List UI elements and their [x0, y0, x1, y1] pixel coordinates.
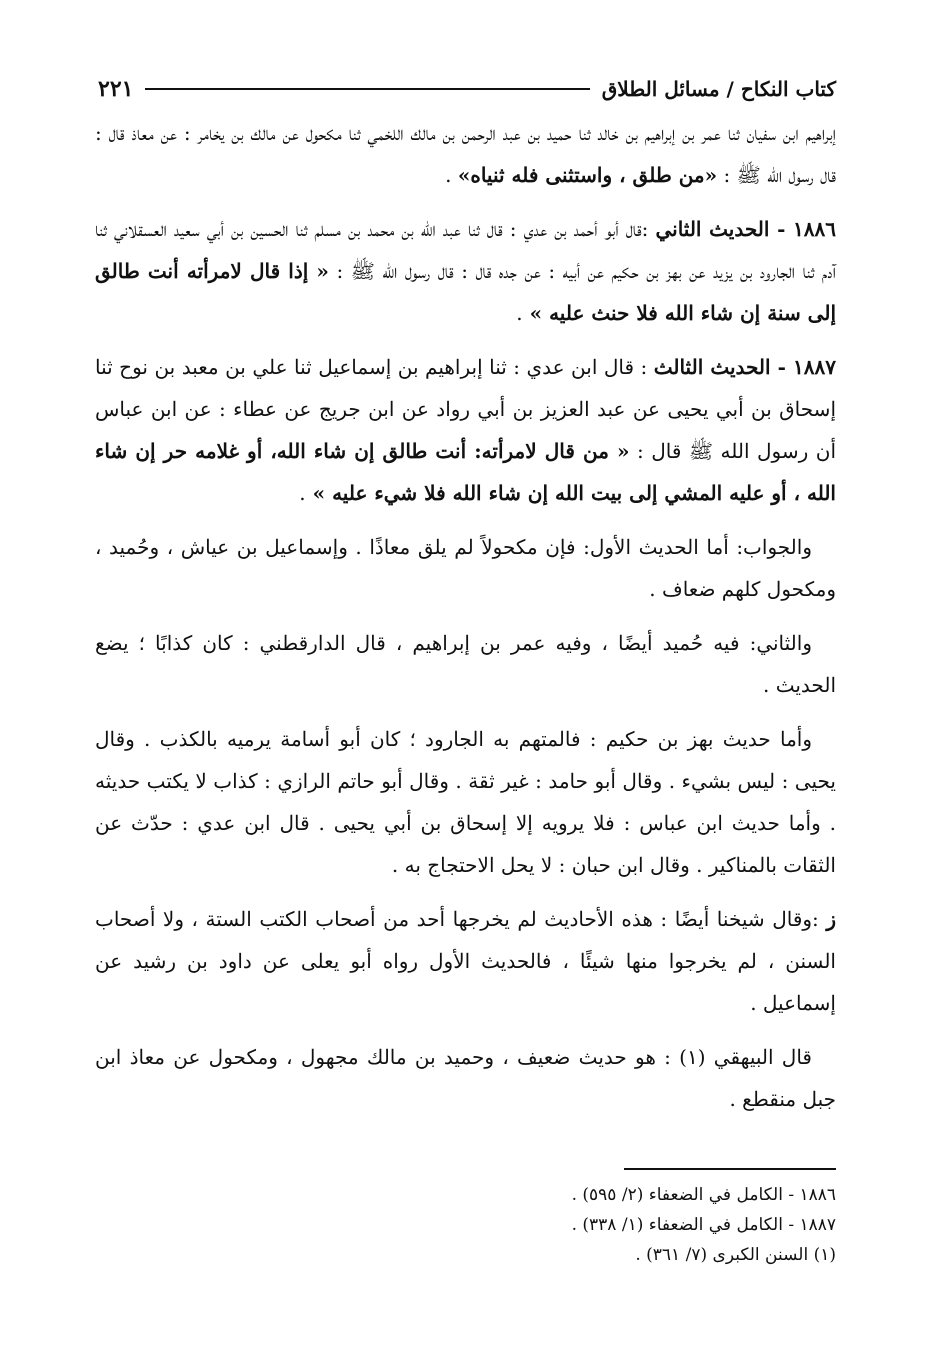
hadith-1886	[95, 208, 836, 334]
bahz-text: وأما حديث بهز بن حكيم : فالمتهم به الجارود ؛ كان أبو أسامة يرميه بالكذب . وقال يحيى : ليس بشيء . وقال أبو حامد : غير ثقة . وقال أبو حاتم الرازي : كذاب لا يكتب حديثه . وأما حديث ابن عباس : فلا يرويه إلا إسحاق بن أبي يحيى . قال ابن عدي : حدّث عن الثقات بالمناكير . وقال ابن حبان : لا يحل الاحتجاج به .	[95, 727, 836, 877]
hadith-1886-tail: .	[516, 301, 523, 325]
sheikh-paragraph	[95, 898, 836, 1024]
main-text	[95, 112, 836, 1132]
paragraph-1-text: إبراهيم ابن سفيان ثنا عمر بن إبراهيم بن خالد ثنا حميد بن عبد الرحمن بن مالك اللخمي ثنا مكحول عن مالك بن يخامر : عن معاذ قال : قال رسول الله ﷺ :	[95, 121, 836, 187]
footnote-1886: ١٨٨٦ - الكامل في الضعفاء (٢/ ٥٩٥) .	[571, 1185, 836, 1205]
footnotes	[95, 1180, 836, 1270]
hadith-1887-lead: ١٨٨٧ - الحديث الثالث	[653, 355, 837, 379]
bayhaqi-paragraph	[95, 1036, 836, 1120]
answer-text: والجواب: أما الحديث الأول: فإن مكحولاً لم يلق معاذًا . وإسماعيل بن عياش ، وحُميد ، ومكحول كلهم ضعاف .	[95, 535, 836, 601]
running-header	[98, 72, 836, 106]
hadith-1886-lead: ١٨٨٦ - الحديث الثاني	[655, 217, 836, 241]
paragraph-1	[95, 112, 836, 196]
hadith-1887-quote: « من قال لامرأته: أنت طالق إن شاء الله، أو غلامه حر إن شاء الله ، أو عليه المشي إلى بيت الله إن شاء الله فلا شيء عليه »	[95, 439, 836, 505]
second-paragraph	[95, 622, 836, 706]
hadith-1886-text: :قال أبو أحمد بن عدي : قال ثنا عبد الله بن محمد بن مسلم ثنا الحسين بن أبي سعيد العسقلاني ثنا آدم ثنا الجارود بن يزيد عن بهز بن حكيم عن أبيه : عن جده قال : قال رسول الله ﷺ :	[95, 217, 836, 283]
footnote-rule	[624, 1168, 836, 1170]
answer-paragraph	[95, 526, 836, 610]
hadith-1887-tail: .	[299, 481, 306, 505]
hadith-1887-text: : قال ابن عدي : ثنا إبراهيم بن إسماعيل ثنا علي بن معبد بن نوح ثنا إسحاق بن أبي يحيى عن عبد العزيز بن أبي رواد عن ابن جريج عن عطاء : عن ابن عباس أن رسول الله ﷺ قال :	[95, 355, 837, 463]
sheikh-marker: ز	[826, 907, 836, 931]
sheikh-text: :وقال شيخنا أيضًا : هذه الأحاديث لم يخرجها أحد من أصحاب الكتب الستة ، ولا أصحاب السنن ، لم يخرجوا منها شيئًا ، فالحديث الأول رواه أبو يعلى عن داود بن رشيد عن إسماعيل .	[95, 907, 836, 1015]
header-rule	[145, 88, 589, 90]
footnote-1887: ١٨٨٧ - الكامل في الضعفاء (١/ ٣٣٨) .	[571, 1215, 836, 1235]
bahz-paragraph	[95, 718, 836, 886]
paragraph-1-tail: .	[445, 163, 452, 187]
page-number: ٢٢١	[98, 76, 134, 102]
running-title: كتاب النكاح / مسائل الطلاق	[601, 77, 836, 101]
bayhaqi-text: قال البيهقي (١) : هو حديث ضعيف ، وحميد بن مالك مجهول ، ومكحول عن معاذ ابن جبل منقطع .	[95, 1045, 836, 1111]
hadith-1887	[95, 346, 836, 514]
hadith-1886-quote: « إذا قال لامرأته أنت طالق إلى سنة إن شاء الله فلا حنث عليه »	[95, 259, 836, 325]
paragraph-1-quote: «من طلق ، واستثنى فله ثنياه»	[457, 163, 718, 187]
footnote-1: (١) السنن الكبرى (٧/ ٣٦١) .	[635, 1245, 836, 1265]
second-text: والثاني: فيه حُميد أيضًا ، وفيه عمر بن إبراهيم ، قال الدارقطني : كان كذابًا ؛ يضع الحديث .	[95, 631, 836, 697]
